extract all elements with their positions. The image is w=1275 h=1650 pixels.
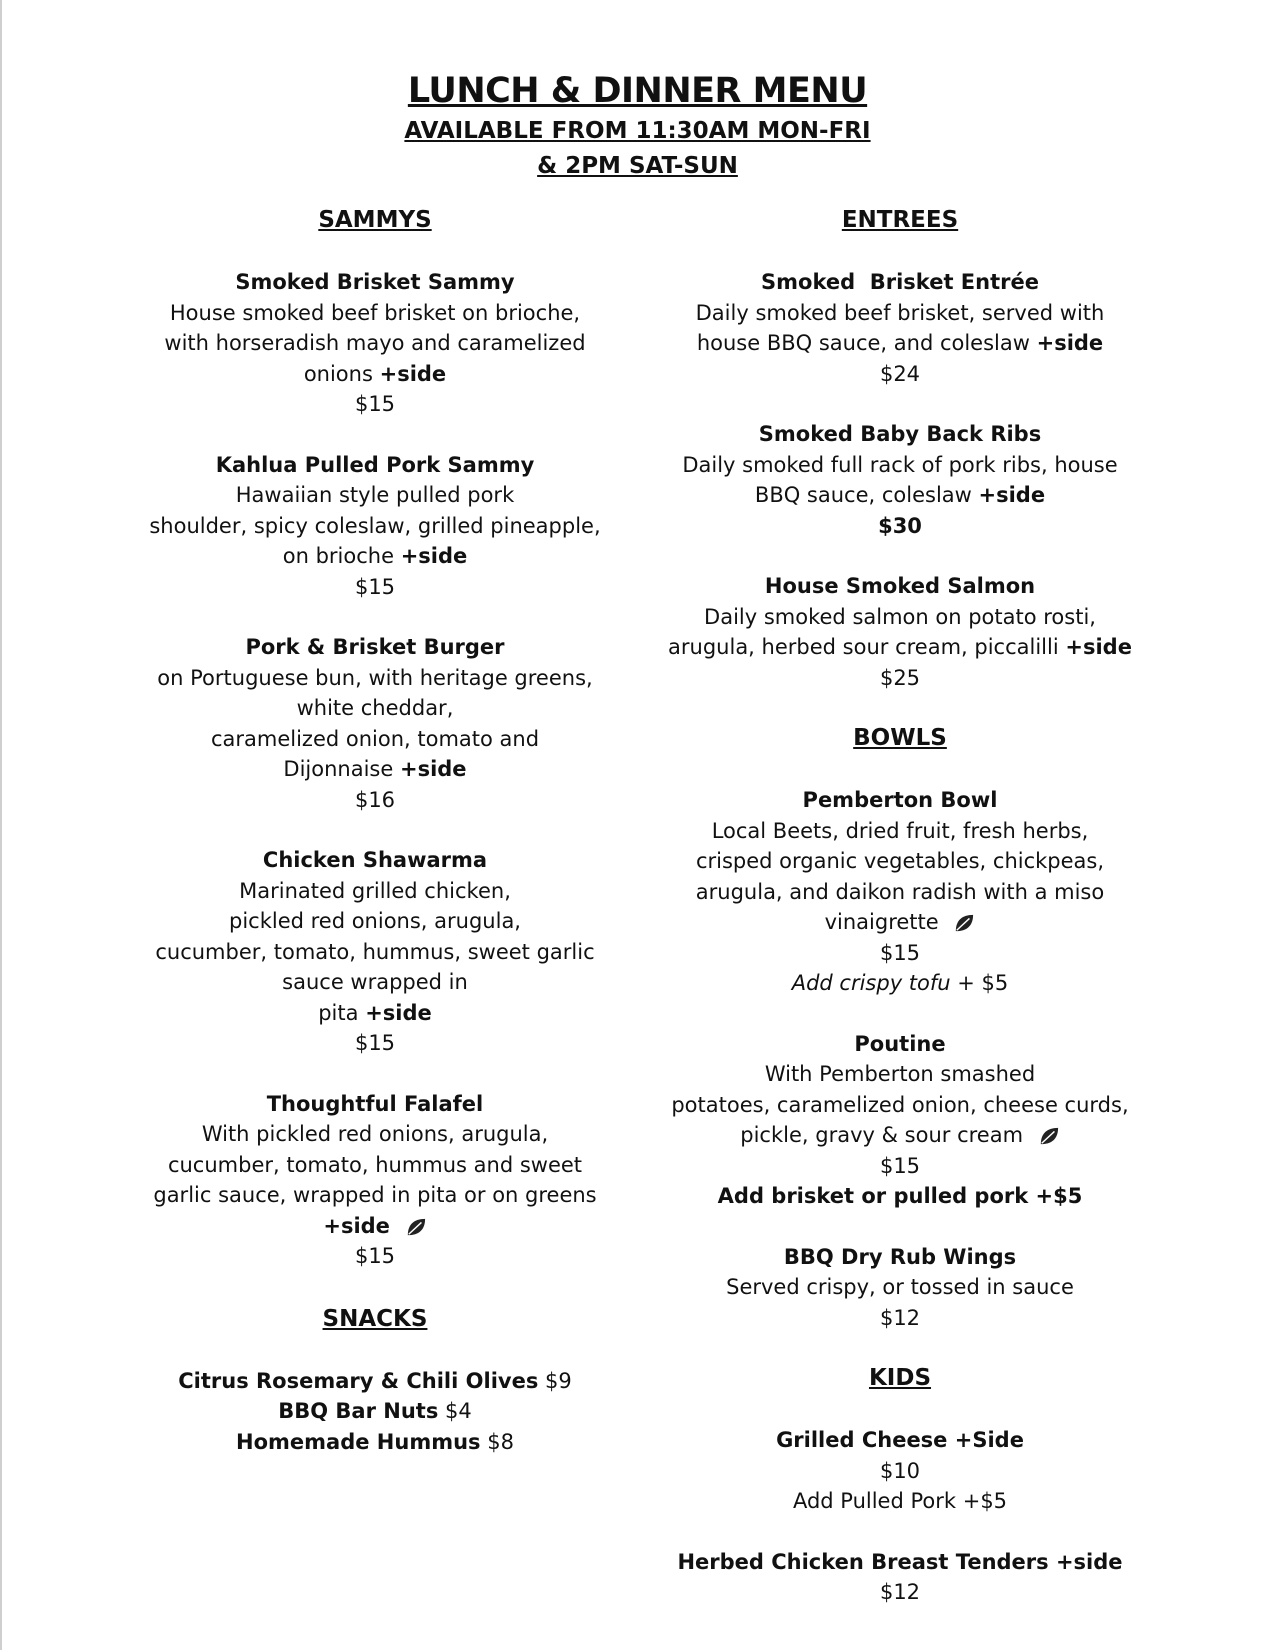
item-name: Pork & Brisket Burger (245, 635, 505, 659)
list-item: Homemade Hummus $8 (236, 1429, 514, 1454)
menu-item (660, 1242, 1140, 1334)
section-title-entrees: ENTREES (841, 207, 959, 233)
item-description: white cheddar, (296, 696, 454, 720)
page-edge (0, 0, 2, 1650)
item-name: Smoked Brisket Entrée (761, 270, 1039, 294)
item-price: $12 (879, 1580, 921, 1604)
item-description: With Pemberton smashed (764, 1062, 1036, 1086)
item-addon: Add Pulled Pork +$5 (792, 1489, 1008, 1513)
menu-header (0, 68, 1275, 184)
left-column (145, 205, 605, 1457)
item-name: Pemberton Bowl (802, 788, 998, 812)
item-name: House Smoked Salmon (764, 574, 1036, 598)
menu-item (660, 1425, 1140, 1517)
item-description: Daily smoked full rack of pork ribs, house (682, 452, 1118, 477)
section-title-kids: KIDS (868, 1365, 932, 1391)
side-tag: +side (323, 1213, 390, 1238)
menu-item (145, 267, 605, 420)
item-description: pickle, gravy & sour cream (740, 1123, 1024, 1147)
item-price: $16 (354, 787, 396, 812)
item-price: $15 (879, 1153, 921, 1178)
item-addon: Add brisket or pulled pork +$5 (717, 1184, 1083, 1208)
side-tag: +side (379, 361, 447, 386)
item-description: caramelized onion, tomato and (210, 726, 540, 751)
item-description: Local Beets, dried fruit, fresh herbs, (711, 818, 1089, 843)
menu-item (660, 571, 1140, 693)
item-description: garlic sauce, wrapped in pita or on greens (153, 1183, 597, 1207)
item-addon: Add crispy tofu + $5 (791, 971, 1009, 995)
item-price: $15 (354, 1244, 396, 1268)
item-description: pita (318, 1000, 359, 1025)
item-description: Daily smoked beef brisket, served with (695, 300, 1105, 325)
item-description: vinaigrette (824, 910, 939, 934)
item-description: on brioche (282, 544, 394, 568)
leaf-icon (405, 1217, 427, 1237)
item-description: pickled red onions, arugula, (228, 909, 521, 933)
item-description: Hawaiian style pulled pork (235, 483, 515, 507)
item-description: cucumber, tomato, hummus, sweet garlic (155, 939, 595, 964)
item-name: Chicken Shawarma (262, 848, 488, 872)
leaf-icon (1038, 1126, 1060, 1146)
item-description: BBQ sauce, coleslaw (754, 483, 972, 507)
item-price: $10 (879, 1458, 921, 1483)
item-description: Marinated grilled chicken, (239, 878, 511, 903)
item-description: Daily smoked salmon on potato rosti, (704, 604, 1096, 629)
item-name: Kahlua Pulled Pork Sammy (215, 452, 535, 477)
item-price: $15 (354, 392, 396, 416)
leaf-icon (953, 913, 975, 933)
list-item: BBQ Bar Nuts $4 (278, 1399, 472, 1423)
item-name: Herbed Chicken Breast Tenders +side (677, 1549, 1123, 1574)
item-description: arugula, herbed sour cream, piccalilli (668, 635, 1059, 659)
item-name: Smoked Brisket Sammy (235, 270, 515, 294)
item-description: Dijonnaise (283, 757, 394, 781)
section-title-sammys: SAMMYS (318, 207, 432, 233)
item-price: $15 (879, 940, 921, 965)
menu-item (660, 1547, 1140, 1608)
menu-item (660, 419, 1140, 541)
snacks-list (145, 1366, 605, 1458)
section-title-bowls: BOWLS (853, 725, 947, 751)
menu-item (660, 785, 1140, 999)
item-description: cucumber, tomato, hummus and sweet (167, 1152, 583, 1177)
item-description: Served crispy, or tossed in sauce (726, 1275, 1074, 1299)
item-price: $25 (879, 665, 921, 690)
side-tag: +side (1065, 635, 1132, 659)
item-description: crisped organic vegetables, chickpeas, (695, 849, 1105, 873)
menu-item (660, 267, 1140, 389)
item-name: Poutine (854, 1031, 946, 1056)
menu-item (145, 845, 605, 1059)
item-price: $15 (354, 1031, 396, 1055)
item-description: on Portuguese bun, with heritage greens, (157, 665, 593, 690)
side-tag: +side (400, 544, 468, 568)
menu-item (145, 1089, 605, 1272)
side-tag: +side (978, 483, 1046, 507)
menu-item (145, 450, 605, 603)
item-description: sauce wrapped in (282, 970, 468, 994)
item-description: arugula, and daikon radish with a miso (695, 879, 1105, 904)
menu-hours-weekend: & 2PM SAT-SUN (537, 153, 738, 179)
item-name: BBQ Dry Rub Wings (783, 1244, 1017, 1269)
item-price: $24 (879, 361, 921, 386)
item-price: $30 (878, 513, 922, 538)
section-title-snacks: SNACKS (322, 1305, 428, 1332)
menu-hours-weekday: AVAILABLE FROM 11:30AM MON-FRI (404, 118, 871, 144)
item-name: Smoked Baby Back Ribs (758, 422, 1042, 446)
item-name: Grilled Cheese +Side (776, 1428, 1024, 1452)
right-column (660, 205, 1140, 1638)
item-description: potatoes, caramelized onion, cheese curds, (671, 1092, 1129, 1117)
item-description: With pickled red onions, arugula, (201, 1122, 549, 1146)
side-tag: +side (399, 757, 467, 781)
menu-item (145, 632, 605, 815)
item-price: $12 (879, 1305, 921, 1330)
item-name: Thoughtful Falafel (266, 1091, 484, 1116)
side-tag: +side (1036, 331, 1104, 355)
item-description: house BBQ sauce, and coleslaw (696, 331, 1030, 355)
item-description: with horseradish mayo and caramelized (164, 331, 586, 355)
menu-item (660, 1029, 1140, 1212)
side-tag: +side (365, 1000, 432, 1025)
item-description: onions (303, 361, 373, 386)
item-description: shoulder, spicy coleslaw, grilled pineapple, (149, 513, 601, 538)
item-description: House smoked beef brisket on brioche, (169, 300, 581, 325)
list-item: Citrus Rosemary & Chili Olives $9 (178, 1368, 572, 1393)
menu-title: LUNCH & DINNER MENU (407, 71, 868, 111)
item-price: $15 (354, 574, 396, 599)
